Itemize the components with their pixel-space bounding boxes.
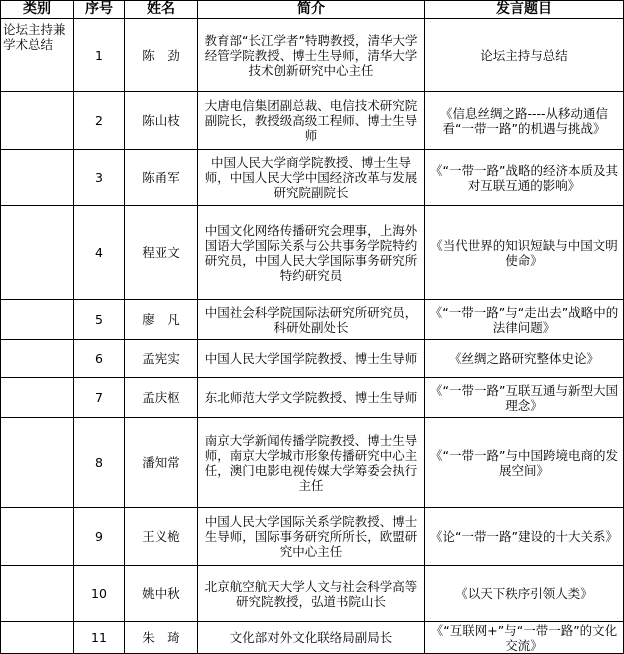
cell-topic: 论坛主持与总结 — [425, 19, 624, 92]
table-row — [1, 300, 624, 340]
cell-category — [1, 418, 74, 508]
header-row — [1, 1, 624, 19]
header-bio: 简介 — [198, 1, 425, 19]
table-row — [1, 418, 624, 508]
cell-number: 7 — [74, 378, 125, 418]
cell-category — [1, 566, 74, 622]
cell-name: 程亚文 — [125, 206, 198, 300]
cell-name: 潘知常 — [125, 418, 198, 508]
cell-topic: 《“互联网+”与“一带一路”的文化交流》 — [425, 622, 624, 654]
cell-number: 6 — [74, 340, 125, 378]
cell-topic: 《“一带一路”互联互通与新型大国理念》 — [425, 378, 624, 418]
header-topic: 发言题目 — [425, 1, 624, 19]
table-row — [1, 566, 624, 622]
cell-topic: 《“一带一路”与“走出去”战略中的法律问题》 — [425, 300, 624, 340]
cell-name: 姚中秋 — [125, 566, 198, 622]
header-category: 类别 — [1, 1, 74, 19]
cell-bio: 中国社会科学院国际法研究所研究员，科研处副处长 — [198, 300, 425, 340]
cell-number: 5 — [74, 300, 125, 340]
cell-number: 4 — [74, 206, 125, 300]
cell-name: 陈 劲 — [125, 19, 198, 92]
cell-category — [1, 150, 74, 206]
header-name: 姓名 — [125, 1, 198, 19]
cell-number: 9 — [74, 508, 125, 566]
cell-bio: 教育部“长江学者”特聘教授，清华大学经管学院教授、博士生导师，清华大学技术创新研究中心主任 — [198, 19, 425, 92]
cell-topic: 《丝绸之路研究整体史论》 — [425, 340, 624, 378]
cell-topic: 《以天下秩序引领人类》 — [425, 566, 624, 622]
cell-category — [1, 508, 74, 566]
cell-category — [1, 622, 74, 654]
cell-category: 论坛主持兼学术总结 — [1, 19, 74, 92]
cell-category — [1, 206, 74, 300]
cell-topic: 《“一带一路”与中国跨境电商的发展空间》 — [425, 418, 624, 508]
cell-name: 陈甬军 — [125, 150, 198, 206]
table-row — [1, 92, 624, 150]
header-number: 序号 — [74, 1, 125, 19]
cell-number: 10 — [74, 566, 125, 622]
cell-name: 朱 琦 — [125, 622, 198, 654]
cell-bio: 南京大学新闻传播学院教授、博士生导师，南京大学城市形象传播研究中心主任，澳门电影电视传媒大学筹委会执行主任 — [198, 418, 425, 508]
cell-bio: 东北师范大学文学院教授、博士生导师 — [198, 378, 425, 418]
cell-bio: 中国文化网络传播研究会理事，上海外国语大学国际关系与公共事务学院特约研究员，中国人民大学国际事务研究所特约研究员 — [198, 206, 425, 300]
table-row — [1, 150, 624, 206]
cell-number: 3 — [74, 150, 125, 206]
cell-topic: 《当代世界的知识短缺与中国文明使命》 — [425, 206, 624, 300]
table-row — [1, 378, 624, 418]
cell-topic: 《“一带一路”战略的经济本质及其对互联互通的影响》 — [425, 150, 624, 206]
cell-category — [1, 378, 74, 418]
cell-bio: 中国人民大学商学院教授、博士生导师，中国人民大学中国经济改革与发展研究院副院长 — [198, 150, 425, 206]
cell-category — [1, 92, 74, 150]
table-row — [1, 206, 624, 300]
cell-bio: 北京航空航天大学人文与社会科学高等研究院教授，弘道书院山长 — [198, 566, 425, 622]
cell-name: 陈山枝 — [125, 92, 198, 150]
cell-bio: 中国人民大学国际关系学院教授、博士生导师，国际事务研究所所长，欧盟研究中心主任 — [198, 508, 425, 566]
cell-topic: 《信息丝绸之路----从移动通信看“一带一路”的机遇与挑战》 — [425, 92, 624, 150]
cell-category — [1, 300, 74, 340]
cell-name: 孟庆枢 — [125, 378, 198, 418]
cell-topic: 《论“一带一路”建设的十大关系》 — [425, 508, 624, 566]
cell-name: 王义桅 — [125, 508, 198, 566]
cell-number: 8 — [74, 418, 125, 508]
table-row — [1, 340, 624, 378]
cell-name: 廖 凡 — [125, 300, 198, 340]
table-row — [1, 622, 624, 654]
cell-number: 2 — [74, 92, 125, 150]
cell-number: 11 — [74, 622, 125, 654]
cell-category — [1, 340, 74, 378]
cell-bio: 文化部对外文化联络局副局长 — [198, 622, 425, 654]
table-row — [1, 508, 624, 566]
table-row — [1, 19, 624, 92]
cell-name: 孟宪实 — [125, 340, 198, 378]
cell-number: 1 — [74, 19, 125, 92]
cell-bio: 中国人民大学国学院教授、博士生导师 — [198, 340, 425, 378]
cell-bio: 大唐电信集团副总裁、电信技术研究院副院长，教授级高级工程师、博士生导师 — [198, 92, 425, 150]
